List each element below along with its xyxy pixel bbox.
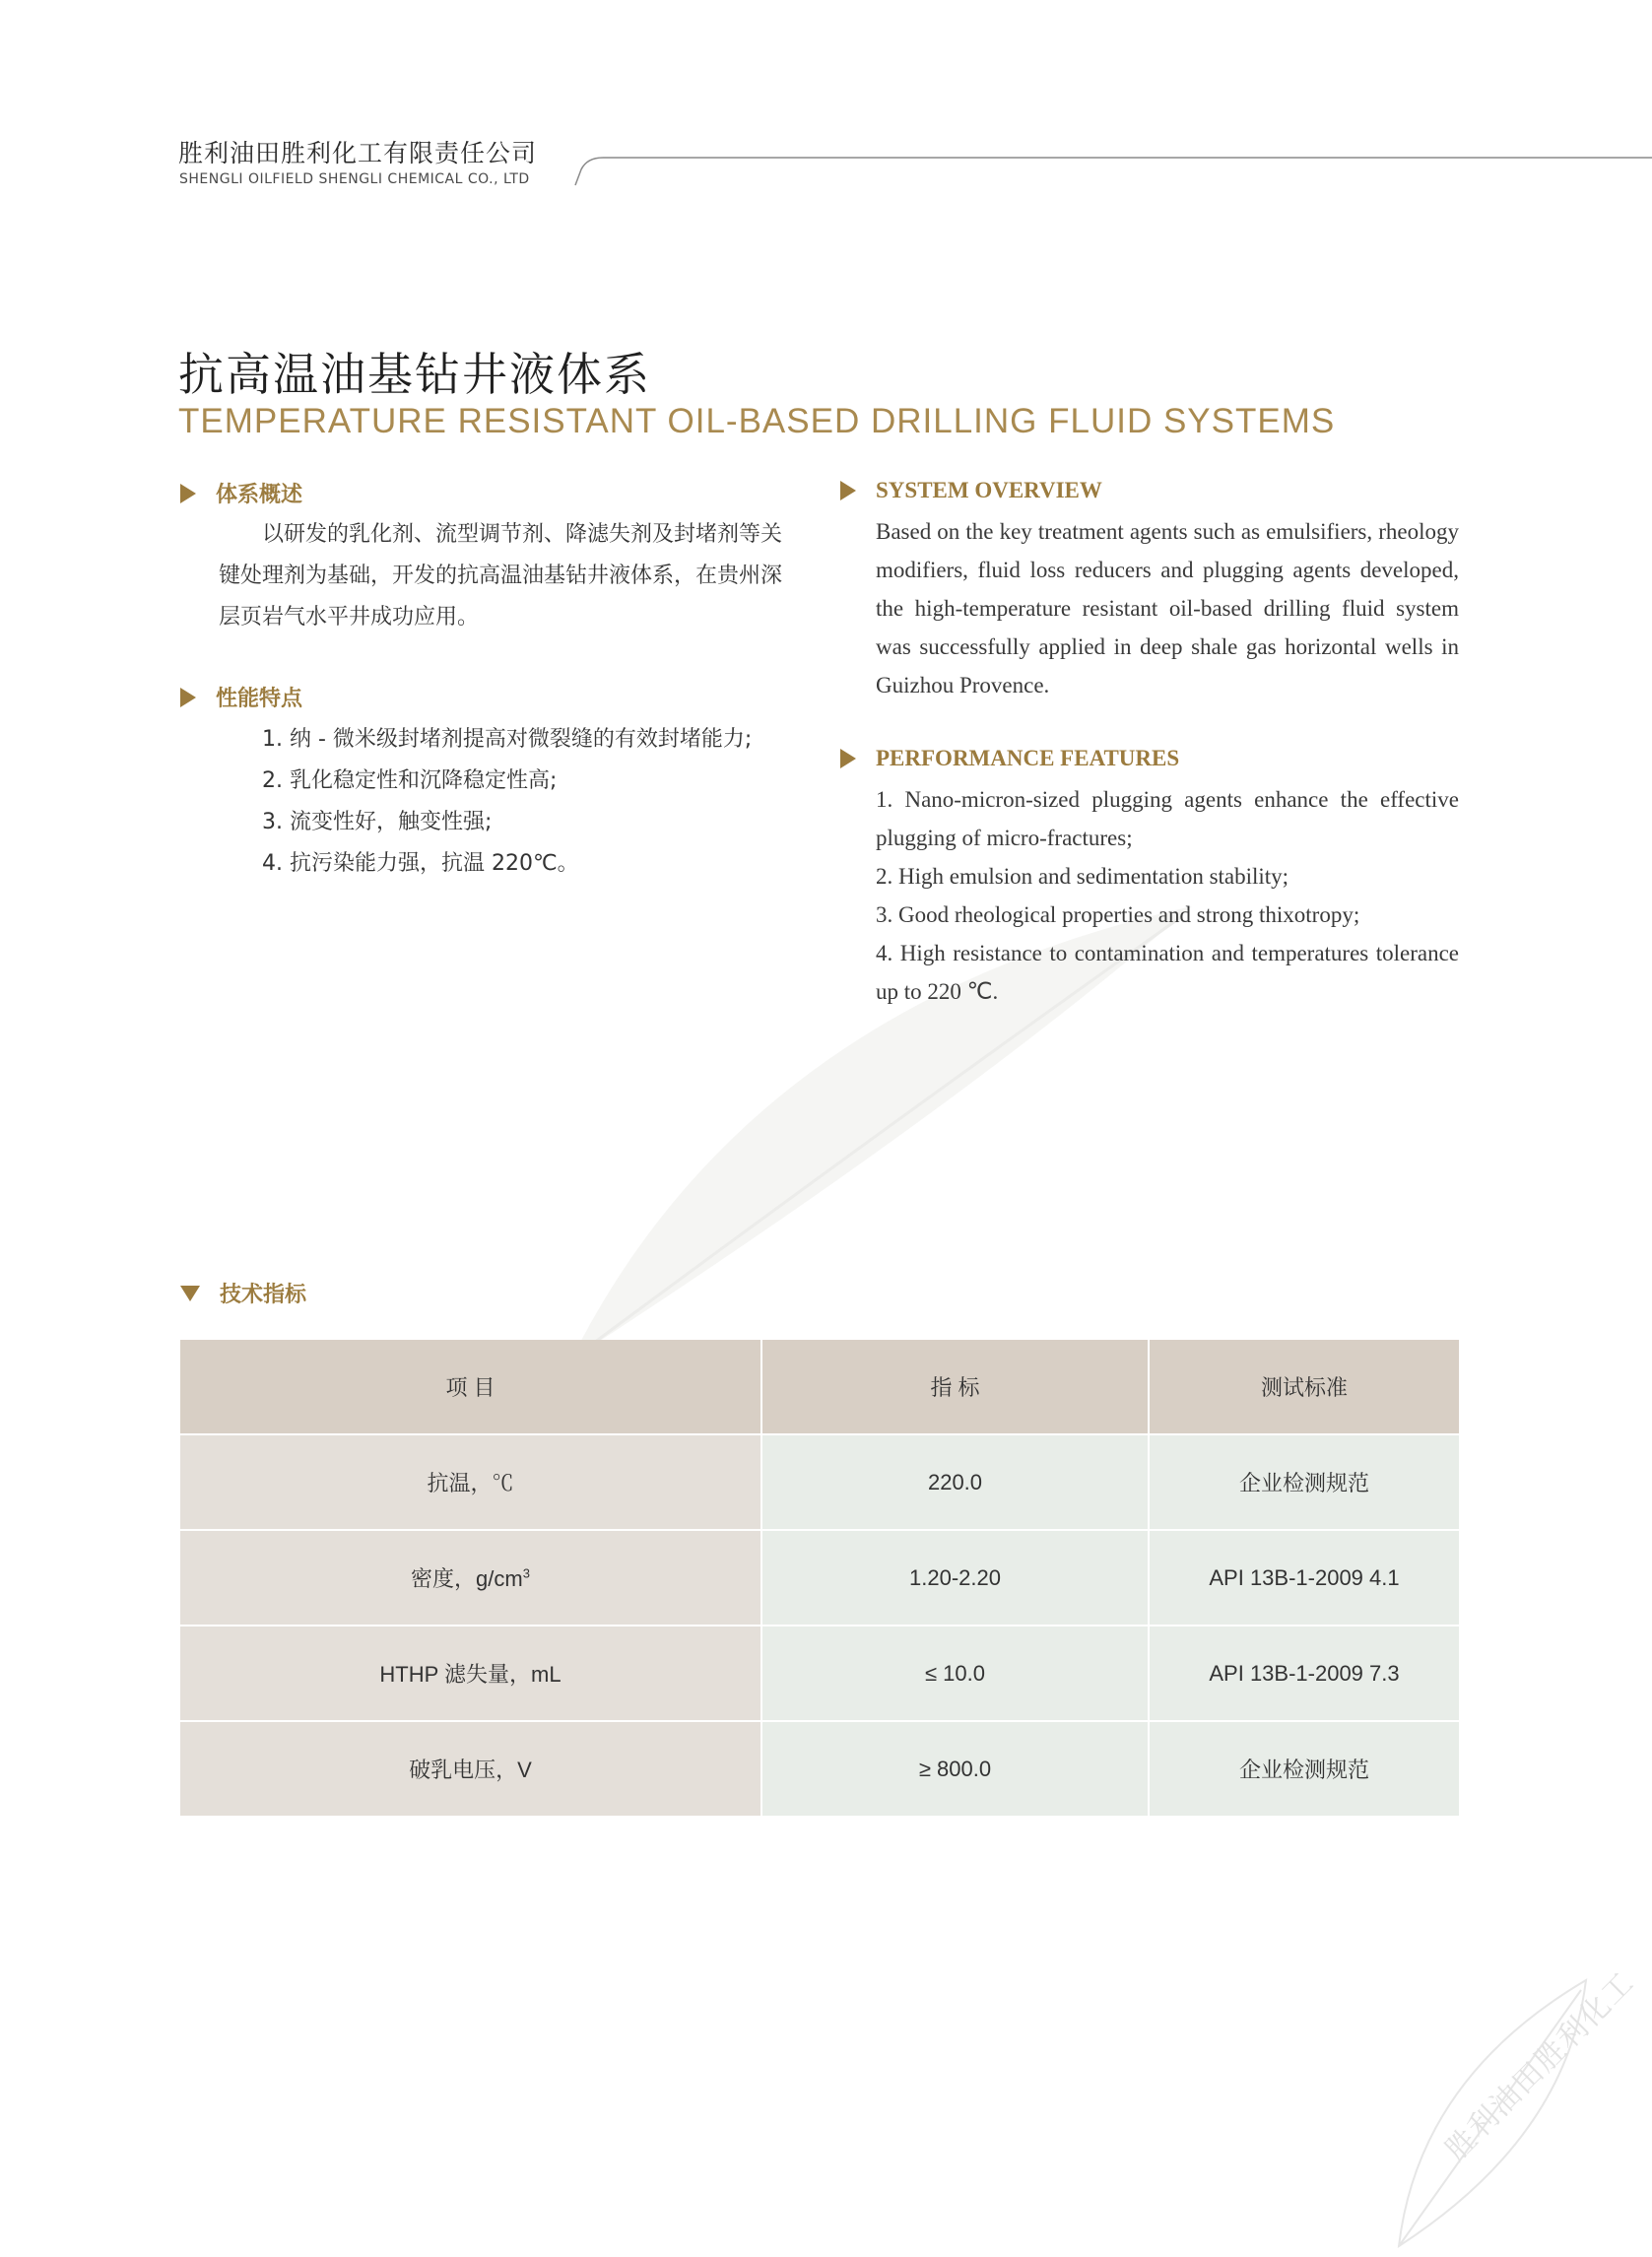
- cell-value: ≤ 10.0: [761, 1626, 1149, 1721]
- triangle-down-icon: [180, 1286, 200, 1301]
- cell-item: 抗温，℃: [180, 1434, 761, 1530]
- features-en-list: [876, 780, 1459, 1011]
- cell-value: ≥ 800.0: [761, 1721, 1149, 1817]
- list-item: 1. Nano-micron-sized plugging agents enhance the effective plugging of micro-fractures;: [876, 787, 1459, 850]
- list-item: 3. Good rheological properties and strong thixotropy;: [876, 902, 1360, 927]
- column-header: 测试标准: [1149, 1340, 1459, 1434]
- specs-heading: [180, 1278, 306, 1308]
- features-cn-list: [262, 719, 794, 885]
- features-en-heading: [840, 746, 1179, 771]
- column-header: 项 目: [180, 1340, 761, 1434]
- watermark-text: 胜利油田胜利化工: [1438, 1964, 1642, 2168]
- cell-item-superscript: 3: [522, 1565, 530, 1581]
- company-name-en: SHENGLI OILFIELD SHENGLI CHEMICAL CO., LTD: [179, 171, 530, 187]
- list-item: 4. High resistance to contamination and temperatures tolerance up to 220 ℃.: [876, 941, 1459, 1004]
- company-name-cn: 胜利油田胜利化工有限责任公司: [178, 139, 538, 167]
- table-row: [180, 1530, 1459, 1626]
- cell-standard: API 13B-1-2009 4.1: [1149, 1530, 1459, 1626]
- specs-heading-text: 技术指标: [220, 1283, 307, 1307]
- list-item: 2. High emulsion and sedimentation stability;: [876, 864, 1289, 889]
- list-item: 1. 纳 - 微米级封堵剂提高对微裂缝的有效封堵能力;: [262, 727, 753, 752]
- triangle-right-icon: [840, 749, 856, 768]
- cell-standard: 企业检测规范: [1149, 1721, 1459, 1817]
- overview-en-text: Based on the key treatment agents such as emulsifiers, rheology modifiers, fluid loss reducers and plugging agents developed, the high-temperature resistant oil-based drilling fluid system was successfully applied in deep shale gas horizontal wells in Guizhou Provence.: [876, 519, 1459, 697]
- cell-item: [180, 1530, 761, 1626]
- cell-item-text: 密度，g/cm: [411, 1566, 523, 1591]
- triangle-right-icon: [840, 481, 856, 500]
- cell-value: 1.20-2.20: [761, 1530, 1149, 1626]
- cell-item: 破乳电压，V: [180, 1721, 761, 1817]
- page-title-en: TEMPERATURE RESISTANT OIL-BASED DRILLING FLUID SYSTEMS: [178, 402, 1336, 440]
- cell-standard: 企业检测规范: [1149, 1434, 1459, 1530]
- table-row: [180, 1626, 1459, 1721]
- overview-cn-heading-text: 体系概述: [216, 483, 303, 507]
- overview-cn-heading: [180, 478, 302, 508]
- overview-en-heading: [840, 478, 1102, 503]
- list-item: 3. 流变性好，触变性强;: [262, 810, 493, 834]
- list-item: 4. 抗污染能力强，抗温 220℃。: [262, 851, 579, 876]
- table-row: [180, 1721, 1459, 1817]
- table-row: [180, 1434, 1459, 1530]
- page-title-cn: 抗高温油基钻井液体系: [178, 348, 651, 401]
- triangle-right-icon: [180, 484, 196, 503]
- triangle-right-icon: [180, 688, 196, 707]
- specs-table: [180, 1340, 1459, 1818]
- cell-value: 220.0: [761, 1434, 1149, 1530]
- table-header-row: [180, 1340, 1459, 1434]
- overview-en-heading-text: SYSTEM OVERVIEW: [876, 478, 1102, 502]
- features-cn-heading: [180, 682, 302, 712]
- column-header: 指 标: [761, 1340, 1149, 1434]
- cell-item: HTHP 滤失量，mL: [180, 1626, 761, 1721]
- features-cn-heading-text: 性能特点: [216, 687, 303, 711]
- features-en-heading-text: PERFORMANCE FEATURES: [876, 746, 1180, 770]
- cell-standard: API 13B-1-2009 7.3: [1149, 1626, 1459, 1721]
- list-item: 2. 乳化稳定性和沉降稳定性高;: [262, 768, 558, 793]
- overview-cn-text: 以研发的乳化剂、流型调节剂、降滤失剂及封堵剂等关键处理剂为基础，开发的抗高温油基钻井液体系，在贵州深层页岩气水平井成功应用。: [219, 522, 783, 630]
